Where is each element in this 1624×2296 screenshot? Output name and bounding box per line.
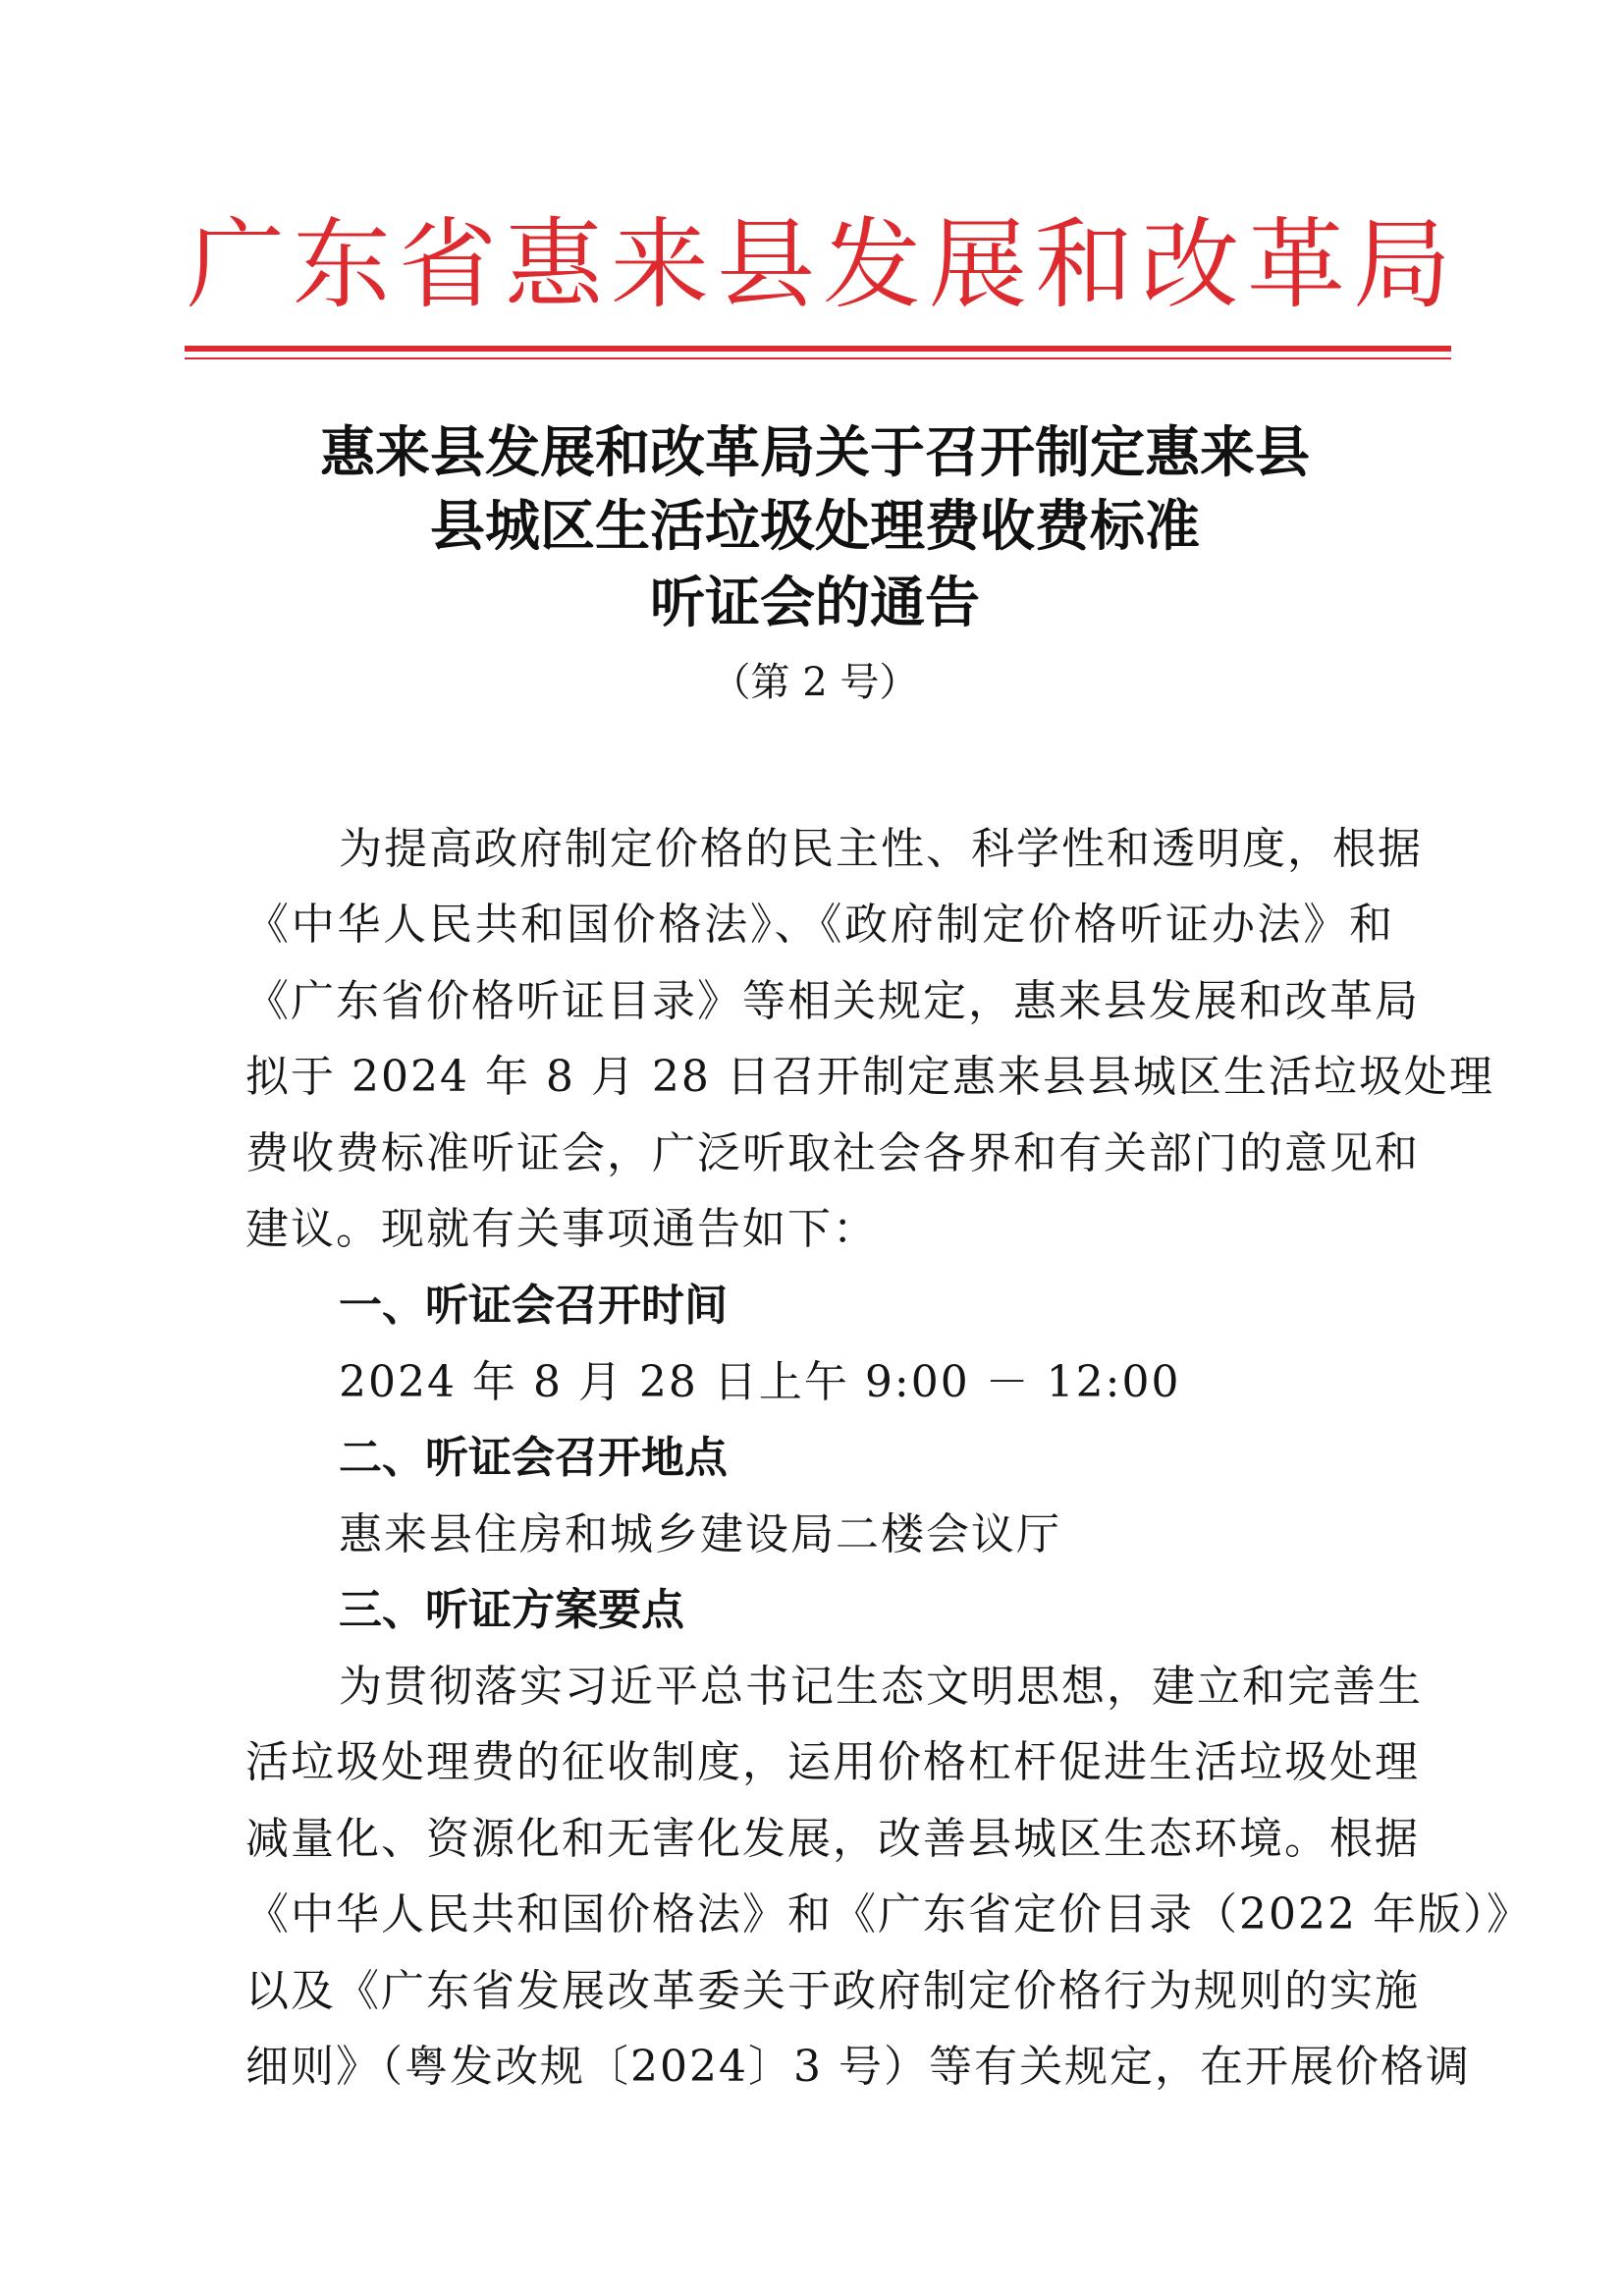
notice-number: （第 2 号） (711, 660, 919, 705)
paragraph-1-line: 《中华人民共和国价格法》、《政府制定价格听证办法》和 (245, 900, 1394, 950)
paragraph-1-line: 费收费标准听证会，广泛听取社会各界和有关部门的意见和 (245, 1128, 1420, 1178)
paragraph-1-line: 建议。现就有关事项通告如下： (245, 1204, 878, 1254)
paragraph-3-line: 为贯彻落实习近平总书记生态文明思想，建立和完善生 (339, 1662, 1423, 1712)
masthead-title: 广东省惠来县发展和改革局 (187, 207, 1459, 322)
section-3-heading: 三、听证方案要点 (339, 1585, 684, 1635)
notice-title-line-2: 县城区生活垃圾处理费收费标准 (430, 494, 1200, 559)
paragraph-3-line: 减量化、资源化和无害化发展，改善县城区生态环境。根据 (245, 1814, 1420, 1864)
notice-title-line-3: 听证会的通告 (650, 571, 980, 635)
paragraph-1-line: 为提高政府制定价格的民主性、科学性和透明度，根据 (339, 824, 1423, 874)
section-2-heading: 二、听证会召开地点 (339, 1433, 728, 1483)
paragraph-3-line: 以及《广东省发展改革委关于政府制定价格行为规则的实施 (245, 1966, 1420, 2016)
notice-title-line-1: 惠来县发展和改革局关于召开制定惠来县 (320, 420, 1310, 485)
section-1-text: 2024 年 8 月 28 日上午 9:00 － 12:00 (339, 1357, 1181, 1407)
paragraph-3-line: 活垃圾处理费的征收制度，运用价格杠杆促进生活垃圾处理 (245, 1737, 1420, 1787)
section-1-heading: 一、听证会召开时间 (339, 1281, 728, 1331)
paragraph-3-line: 细则》（粤发改规〔2024〕3 号）等有关规定，在开展价格调 (245, 2042, 1471, 2092)
paragraph-1-line: 《广东省价格听证目录》等相关规定，惠来县发展和改革局 (245, 976, 1420, 1026)
paragraph-3-line: 《中华人民共和国价格法》和《广东省定价目录（2022 年版）》 (245, 1889, 1532, 1940)
section-2-text: 惠来县住房和城乡建设局二楼会议厅 (339, 1509, 1061, 1559)
masthead-red-rule (185, 346, 1451, 352)
masthead-red-rule-thin (185, 357, 1451, 359)
paragraph-1-line: 拟于 2024 年 8 月 28 日召开制定惠来县县城区生活垃圾处理 (245, 1052, 1494, 1102)
